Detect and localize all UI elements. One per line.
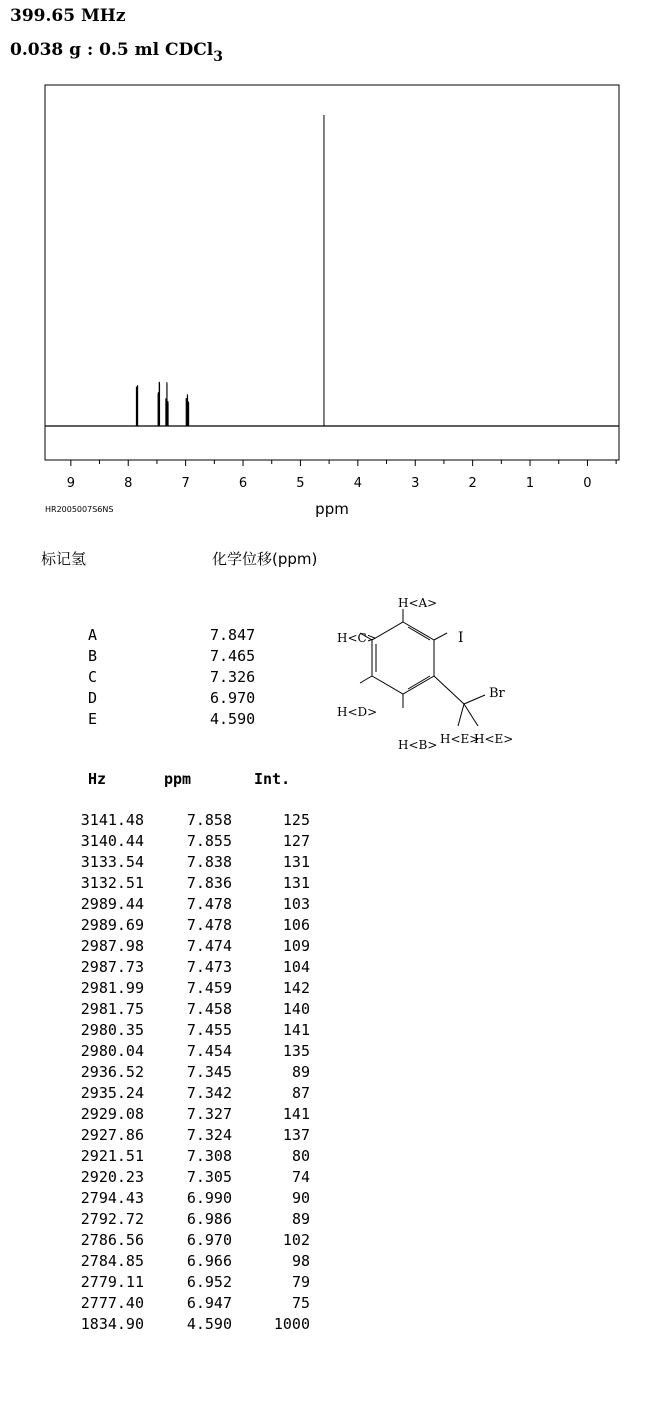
peak-hz-value: 3133.54 bbox=[80, 853, 144, 871]
peak-table-row bbox=[40, 832, 320, 853]
peak-intensity-value: 104 bbox=[282, 958, 310, 976]
peak-intensity-value: 102 bbox=[282, 1231, 310, 1249]
peak-hz-value: 2777.40 bbox=[80, 1294, 144, 1312]
peak-intensity-value: 125 bbox=[282, 811, 310, 829]
peak-intensity-value: 74 bbox=[291, 1168, 310, 1186]
x-tick-label: 7 bbox=[181, 476, 190, 491]
label-h-a: H<A> bbox=[398, 596, 438, 610]
peak-ppm-value: 7.473 bbox=[186, 958, 232, 976]
assignment-row bbox=[88, 710, 288, 731]
peak-hz-value: 1834.90 bbox=[80, 1315, 144, 1333]
peak-hz-value: 2987.98 bbox=[80, 937, 144, 955]
peak-intensity-value: 80 bbox=[291, 1147, 310, 1165]
peak-ppm-value: 7.459 bbox=[186, 979, 232, 997]
peak-ppm-value: 7.455 bbox=[186, 1021, 232, 1039]
assignment-proton-label: B bbox=[88, 647, 98, 665]
peak-intensity-value: 79 bbox=[291, 1273, 310, 1291]
peak-ppm-value: 7.458 bbox=[186, 1000, 232, 1018]
molecule-structure-diagram bbox=[330, 592, 530, 752]
peak-intensity-value: 142 bbox=[282, 979, 310, 997]
peak-ppm-value: 6.970 bbox=[186, 1231, 232, 1249]
peak-hz-value: 3141.48 bbox=[80, 811, 144, 829]
peak-table-row bbox=[40, 1042, 320, 1063]
assignment-shift-value: 7.465 bbox=[210, 647, 256, 665]
peak-intensity-value: 127 bbox=[282, 832, 310, 850]
peak-hz-value: 3132.51 bbox=[80, 874, 144, 892]
peak-intensity-value: 87 bbox=[291, 1084, 310, 1102]
peak-table-row bbox=[40, 874, 320, 895]
x-tick-label: 5 bbox=[296, 476, 305, 491]
label-h-e2: H<E> bbox=[474, 732, 514, 746]
peak-ppm-value: 4.590 bbox=[186, 1315, 232, 1333]
assignment-proton-label: E bbox=[88, 710, 98, 728]
peak-table-hz-header: Hz bbox=[88, 770, 107, 788]
peak-table-row bbox=[40, 853, 320, 874]
peak-intensity-value: 98 bbox=[291, 1252, 310, 1270]
label-iodine: I bbox=[458, 630, 464, 646]
peak-intensity-value: 140 bbox=[282, 1000, 310, 1018]
peak-hz-value: 2779.11 bbox=[80, 1273, 144, 1291]
x-tick-label: 1 bbox=[525, 476, 535, 491]
peak-table-int-header: Int. bbox=[254, 770, 291, 788]
assignment-row bbox=[88, 647, 288, 668]
peak-table-row bbox=[40, 1168, 320, 1189]
assignment-row bbox=[88, 668, 288, 689]
ring-double-bond-2 bbox=[408, 676, 430, 689]
assignment-shift-value: 4.590 bbox=[210, 710, 256, 728]
label-h-e1: H<E> bbox=[440, 732, 480, 746]
peak-table-row bbox=[40, 1000, 320, 1021]
peak-ppm-value: 7.305 bbox=[186, 1168, 232, 1186]
peak-hz-value: 2786.56 bbox=[80, 1231, 144, 1249]
peak-intensity-value: 90 bbox=[291, 1189, 310, 1207]
x-tick-label: 6 bbox=[238, 476, 248, 491]
peak-ppm-value: 7.836 bbox=[186, 874, 232, 892]
peak-hz-value: 2784.85 bbox=[80, 1252, 144, 1270]
assignment-label-header: 标记氢 bbox=[41, 550, 87, 568]
peak-intensity-value: 75 bbox=[291, 1294, 310, 1312]
peak-intensity-value: 89 bbox=[291, 1063, 310, 1081]
peak-ppm-value: 7.858 bbox=[186, 811, 232, 829]
peak-table-row bbox=[40, 1189, 320, 1210]
peak-hz-value: 2927.86 bbox=[80, 1126, 144, 1144]
assignment-shift-value: 6.970 bbox=[210, 689, 256, 707]
x-tick-label: 3 bbox=[411, 476, 420, 491]
peak-table-row bbox=[40, 1252, 320, 1273]
nmr-spectrum-chart bbox=[0, 0, 652, 530]
peak-intensity-value: 131 bbox=[282, 874, 310, 892]
peak-ppm-value: 7.324 bbox=[186, 1126, 232, 1144]
assignment-shift-value: 7.847 bbox=[210, 626, 256, 644]
assignment-shift-value: 7.326 bbox=[210, 668, 256, 686]
peak-intensity-value: 141 bbox=[282, 1021, 310, 1039]
peak-ppm-value: 7.308 bbox=[186, 1147, 232, 1165]
benzene-ring bbox=[372, 622, 434, 694]
bond-h-d bbox=[360, 676, 372, 683]
peak-hz-value: 2989.69 bbox=[80, 916, 144, 934]
peak-table-row bbox=[40, 958, 320, 979]
x-axis-title: ppm bbox=[315, 500, 349, 518]
peak-hz-value: 2981.75 bbox=[80, 1000, 144, 1018]
peak-intensity-value: 1000 bbox=[273, 1315, 310, 1333]
label-h-c: H<C> bbox=[337, 631, 377, 645]
peak-hz-value: 2792.72 bbox=[80, 1210, 144, 1228]
peak-ppm-value: 7.478 bbox=[186, 916, 232, 934]
peak-hz-value: 2929.08 bbox=[80, 1105, 144, 1123]
peak-ppm-value: 6.986 bbox=[186, 1210, 232, 1228]
peak-intensity-value: 106 bbox=[282, 916, 310, 934]
peak-hz-value: 2794.43 bbox=[80, 1189, 144, 1207]
molecule-bonds bbox=[360, 609, 485, 726]
concentration-subscript: 3 bbox=[213, 49, 224, 65]
peak-ppm-value: 6.947 bbox=[186, 1294, 232, 1312]
bond-h-e2 bbox=[464, 704, 478, 726]
bond-iodine bbox=[434, 633, 447, 640]
peak-table-row bbox=[40, 916, 320, 937]
label-h-d: H<D> bbox=[337, 705, 378, 719]
peak-table-ppm-header: ppm bbox=[164, 770, 192, 788]
peak-table-row bbox=[40, 937, 320, 958]
spectrometer-frequency: 399.65 MHz bbox=[10, 6, 126, 26]
peak-table-row bbox=[40, 1315, 320, 1336]
peak-table-row bbox=[40, 811, 320, 832]
assignment-proton-label: D bbox=[88, 689, 98, 707]
x-tick-label: 8 bbox=[124, 476, 133, 491]
assignment-proton-label: C bbox=[88, 668, 98, 686]
x-tick-label: 0 bbox=[583, 476, 592, 491]
ring-double-bond-1 bbox=[408, 627, 430, 640]
assignment-row bbox=[88, 689, 288, 710]
peak-table-row bbox=[40, 1126, 320, 1147]
peak-ppm-value: 7.478 bbox=[186, 895, 232, 913]
peak-hz-value: 2980.35 bbox=[80, 1021, 144, 1039]
peak-table-row bbox=[40, 1273, 320, 1294]
peak-ppm-value: 7.855 bbox=[186, 832, 232, 850]
peak-hz-value: 2981.99 bbox=[80, 979, 144, 997]
bond-ch2 bbox=[434, 676, 464, 704]
peak-table-row bbox=[40, 895, 320, 916]
peak-table-row bbox=[40, 1105, 320, 1126]
peak-table-row bbox=[40, 1294, 320, 1315]
assignment-row bbox=[88, 626, 288, 647]
peak-table-row bbox=[40, 1021, 320, 1042]
peak-intensity-value: 103 bbox=[282, 895, 310, 913]
peak-intensity-value: 137 bbox=[282, 1126, 310, 1144]
peak-hz-value: 2936.52 bbox=[80, 1063, 144, 1081]
x-tick-label: 2 bbox=[468, 476, 477, 491]
peak-hz-value: 2989.44 bbox=[80, 895, 144, 913]
peak-hz-value: 2921.51 bbox=[80, 1147, 144, 1165]
peak-intensity-value: 109 bbox=[282, 937, 310, 955]
peak-hz-value: 2987.73 bbox=[80, 958, 144, 976]
sample-id: HR2005007S6NS bbox=[45, 505, 114, 514]
peak-ppm-value: 7.474 bbox=[186, 937, 232, 955]
peak-intensity-value: 135 bbox=[282, 1042, 310, 1060]
peak-intensity-value: 141 bbox=[282, 1105, 310, 1123]
peak-ppm-value: 6.990 bbox=[186, 1189, 232, 1207]
x-tick-label: 4 bbox=[353, 476, 362, 491]
peak-intensity-value: 131 bbox=[282, 853, 310, 871]
x-tick-label: 9 bbox=[66, 476, 75, 491]
plot-frame bbox=[45, 85, 619, 460]
peak-ppm-value: 6.952 bbox=[186, 1273, 232, 1291]
assignment-proton-label: A bbox=[88, 626, 98, 644]
peak-table-row bbox=[40, 1231, 320, 1252]
peak-hz-value: 2980.04 bbox=[80, 1042, 144, 1060]
peak-hz-value: 3140.44 bbox=[80, 832, 144, 850]
assignment-shift-header: 化学位移(ppm) bbox=[212, 550, 318, 568]
peak-ppm-value: 6.966 bbox=[186, 1252, 232, 1270]
label-bromine: Br bbox=[489, 686, 505, 701]
bond-h-e1 bbox=[458, 704, 464, 726]
peak-table-row bbox=[40, 1084, 320, 1105]
peak-table-row bbox=[40, 979, 320, 1000]
bond-bromine bbox=[464, 695, 485, 704]
peak-ppm-value: 7.345 bbox=[186, 1063, 232, 1081]
peak-ppm-value: 7.327 bbox=[186, 1105, 232, 1123]
peak-table-row bbox=[40, 1147, 320, 1168]
peak-table-row bbox=[40, 1210, 320, 1231]
peak-hz-value: 2935.24 bbox=[80, 1084, 144, 1102]
peak-ppm-value: 7.454 bbox=[186, 1042, 232, 1060]
peak-table-row bbox=[40, 1063, 320, 1084]
peak-intensity-value: 89 bbox=[291, 1210, 310, 1228]
label-h-b: H<B> bbox=[398, 738, 438, 752]
concentration-text: 0.038 g : 0.5 ml CDCl bbox=[10, 40, 214, 60]
peak-hz-value: 2920.23 bbox=[80, 1168, 144, 1186]
peak-ppm-value: 7.838 bbox=[186, 853, 232, 871]
peak-ppm-value: 7.342 bbox=[186, 1084, 232, 1102]
